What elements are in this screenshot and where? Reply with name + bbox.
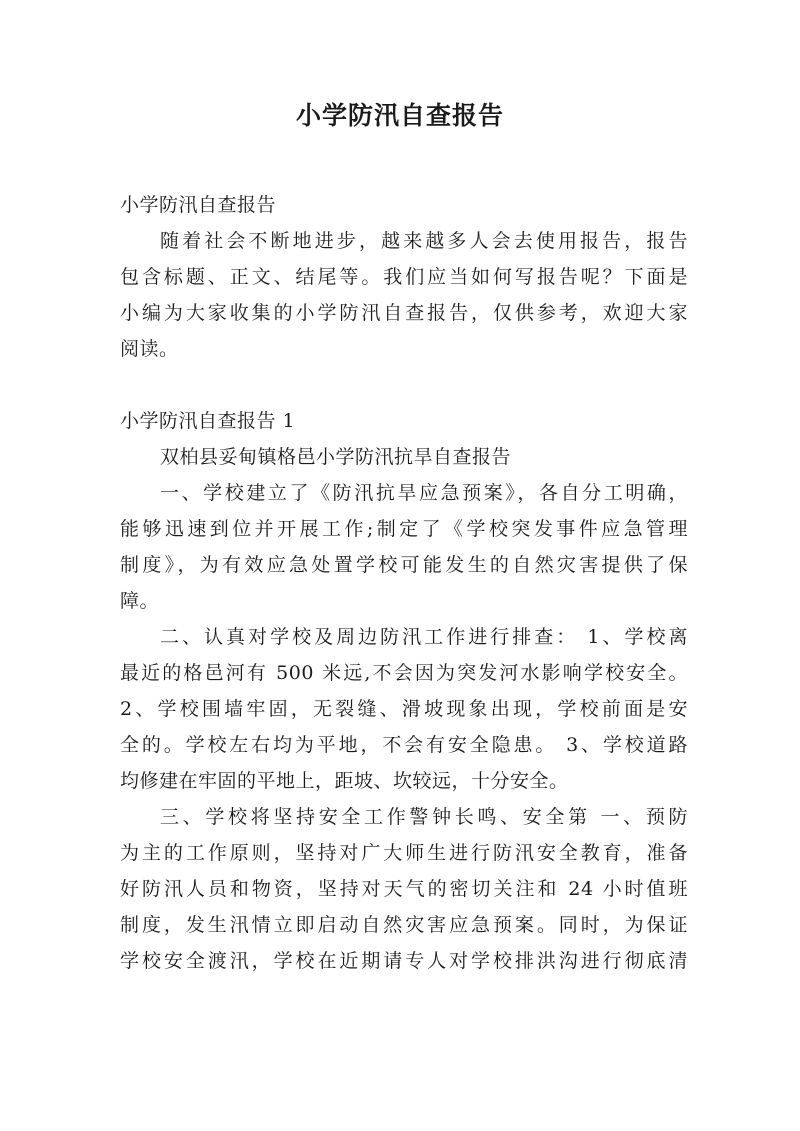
- section1-heading: 小学防汛自查报告 1: [120, 410, 296, 432]
- intro-line: 小编为大家收集的小学防汛自查报告，仅供参考，欢迎大家: [120, 302, 688, 324]
- paragraph-three: [120, 799, 688, 979]
- document-body: [120, 187, 688, 979]
- paragraph-line: 好防汛人员和物资，坚持对天气的密切关注和 24 小时值班: [120, 878, 688, 900]
- paragraph-line: 三、学校将坚持安全工作警钟长鸣、安全第 一、预防: [160, 806, 688, 828]
- paragraph-line: 二、认真对学校及周边防汛工作进行排查： 1、学校离: [160, 626, 688, 648]
- paragraph-line: 全的。学校左右均为平地，不会有安全隐患。 3、学校道路: [120, 734, 688, 756]
- intro-paragraph: [120, 223, 688, 367]
- paragraph-line: 一、学校建立了《防汛抗旱应急预案》，各自分工明确，: [160, 482, 688, 504]
- paragraph-two: [120, 619, 688, 799]
- paragraph-line: 最近的格邑河有 500 米远,不会因为突发河水影响学校安全。: [120, 662, 688, 684]
- intro-line: 阅读。: [120, 338, 179, 360]
- paragraph-line: 制度》，为有效应急处置学校可能发生的自然灾害提供了保: [120, 554, 688, 576]
- paragraph-line: 能够迅速到位并开展工作;制定了《学校突发事件应急管理: [120, 518, 688, 540]
- paragraph-line: 为主的工作原则，坚持对广大师生进行防汛安全教育，准备: [120, 842, 688, 864]
- intro-heading: 小学防汛自查报告: [120, 194, 277, 216]
- document-title: 小学防汛自查报告: [295, 101, 504, 130]
- blank-line: [120, 367, 688, 403]
- paragraph-one: [120, 475, 688, 619]
- paragraph-line: 2、学校围墙牢固，无裂缝、滑坡现象出现，学校前面是安: [120, 698, 688, 720]
- paragraph-line: 均修建在牢固的平地上，距坡、坎较远，十分安全。: [120, 770, 569, 792]
- intro-line: 随着社会不断地进步，越来越多人会去使用报告，报告: [160, 230, 688, 252]
- paragraph-line: 障。: [120, 590, 160, 612]
- paragraph-line: 制度，发生汛情立即启动自然灾害应急预案。同时，为保证: [120, 914, 688, 936]
- section1-subtitle: 双柏县妥甸镇格邑小学防汛抗旱自查报告: [160, 446, 512, 468]
- intro-line: 包含标题、正文、结尾等。我们应当如何写报告呢？下面是: [120, 266, 688, 288]
- paragraph-line: 学校安全渡汛，学校在近期请专人对学校排洪沟进行彻底清: [120, 950, 688, 972]
